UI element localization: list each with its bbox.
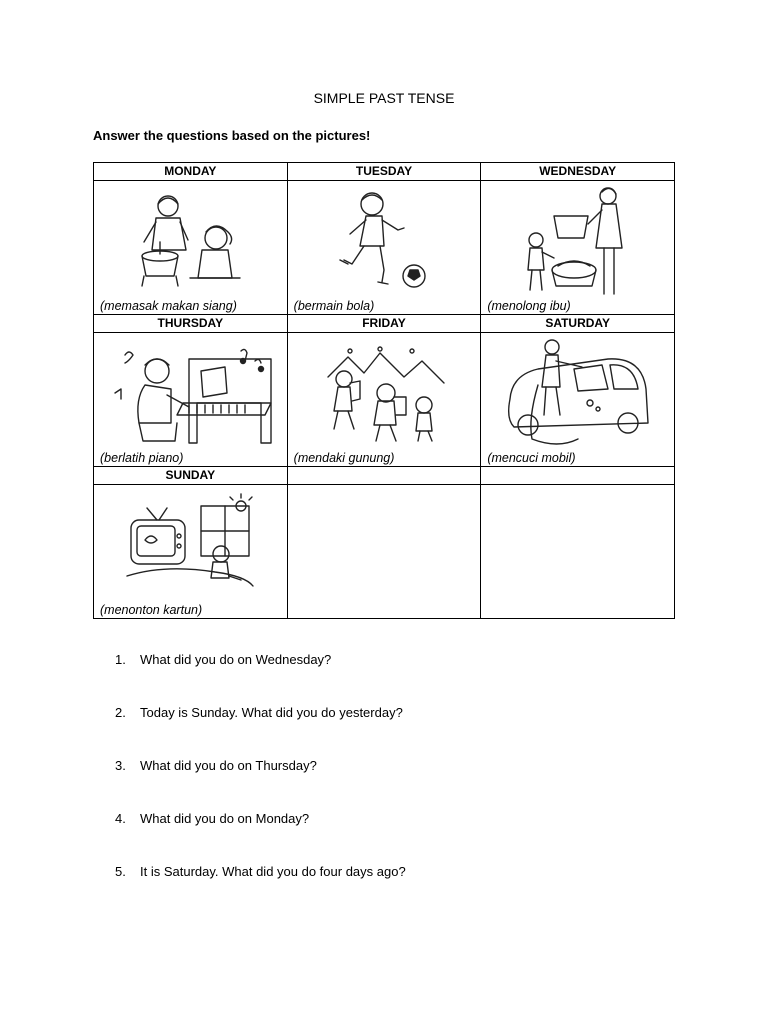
day-header-wednesday: WEDNESDAY [481,163,675,181]
questions-list [115,652,406,917]
question-text: It is Saturday. What did you do four days ago? [140,864,406,879]
day-cell-wednesday [481,181,675,315]
empty-cell-1 [287,485,481,619]
question-item [115,864,406,917]
car-wash-icon [481,337,674,450]
caption-saturday: (mencuci mobil) [487,451,576,465]
question-number: 1. [115,652,126,667]
day-cell-sunday [94,485,288,619]
empty-header-1 [287,467,481,485]
question-number: 3. [115,758,126,773]
question-item [115,758,406,811]
question-text: What did you do on Monday? [140,811,310,826]
cooking-icon [94,185,287,298]
empty-header-2 [481,467,675,485]
day-cell-friday [287,333,481,467]
day-header-monday: MONDAY [94,163,288,181]
caption-friday: (mendaki gunung) [293,451,395,465]
hiking-icon [288,337,481,450]
days-table [93,162,675,619]
day-header-thursday: THURSDAY [94,315,288,333]
question-number: 4. [115,811,126,826]
question-text: What did you do on Thursday? [140,758,317,773]
day-header-friday: FRIDAY [287,315,481,333]
caption-monday: (memasak makan siang) [100,299,237,313]
caption-wednesday: (menolong ibu) [487,299,571,313]
worksheet-title: SIMPLE PAST TENSE [313,90,455,106]
day-cell-saturday [481,333,675,467]
piano-icon [94,337,287,450]
empty-cell-2 [481,485,675,619]
watching-tv-icon [94,489,287,602]
caption-thursday: (berlatih piano) [100,451,184,465]
day-cell-monday [94,181,288,315]
question-number: 2. [115,705,126,720]
helping-mother-icon [481,185,674,298]
caption-sunday: (menonton kartun) [100,603,203,617]
question-item [115,652,406,705]
question-number: 5. [115,864,126,879]
question-item [115,705,406,758]
question-text: Today is Sunday. What did you do yesterday? [140,705,403,720]
question-text: What did you do on Wednesday? [140,652,332,667]
caption-tuesday: (bermain bola) [293,299,375,313]
day-header-tuesday: TUESDAY [287,163,481,181]
day-cell-thursday [94,333,288,467]
day-header-sunday: SUNDAY [94,467,288,485]
soccer-icon [288,185,481,298]
day-header-saturday: SATURDAY [481,315,675,333]
day-cell-tuesday [287,181,481,315]
question-item [115,811,406,864]
instruction-text: Answer the questions based on the pictures! [93,128,371,143]
